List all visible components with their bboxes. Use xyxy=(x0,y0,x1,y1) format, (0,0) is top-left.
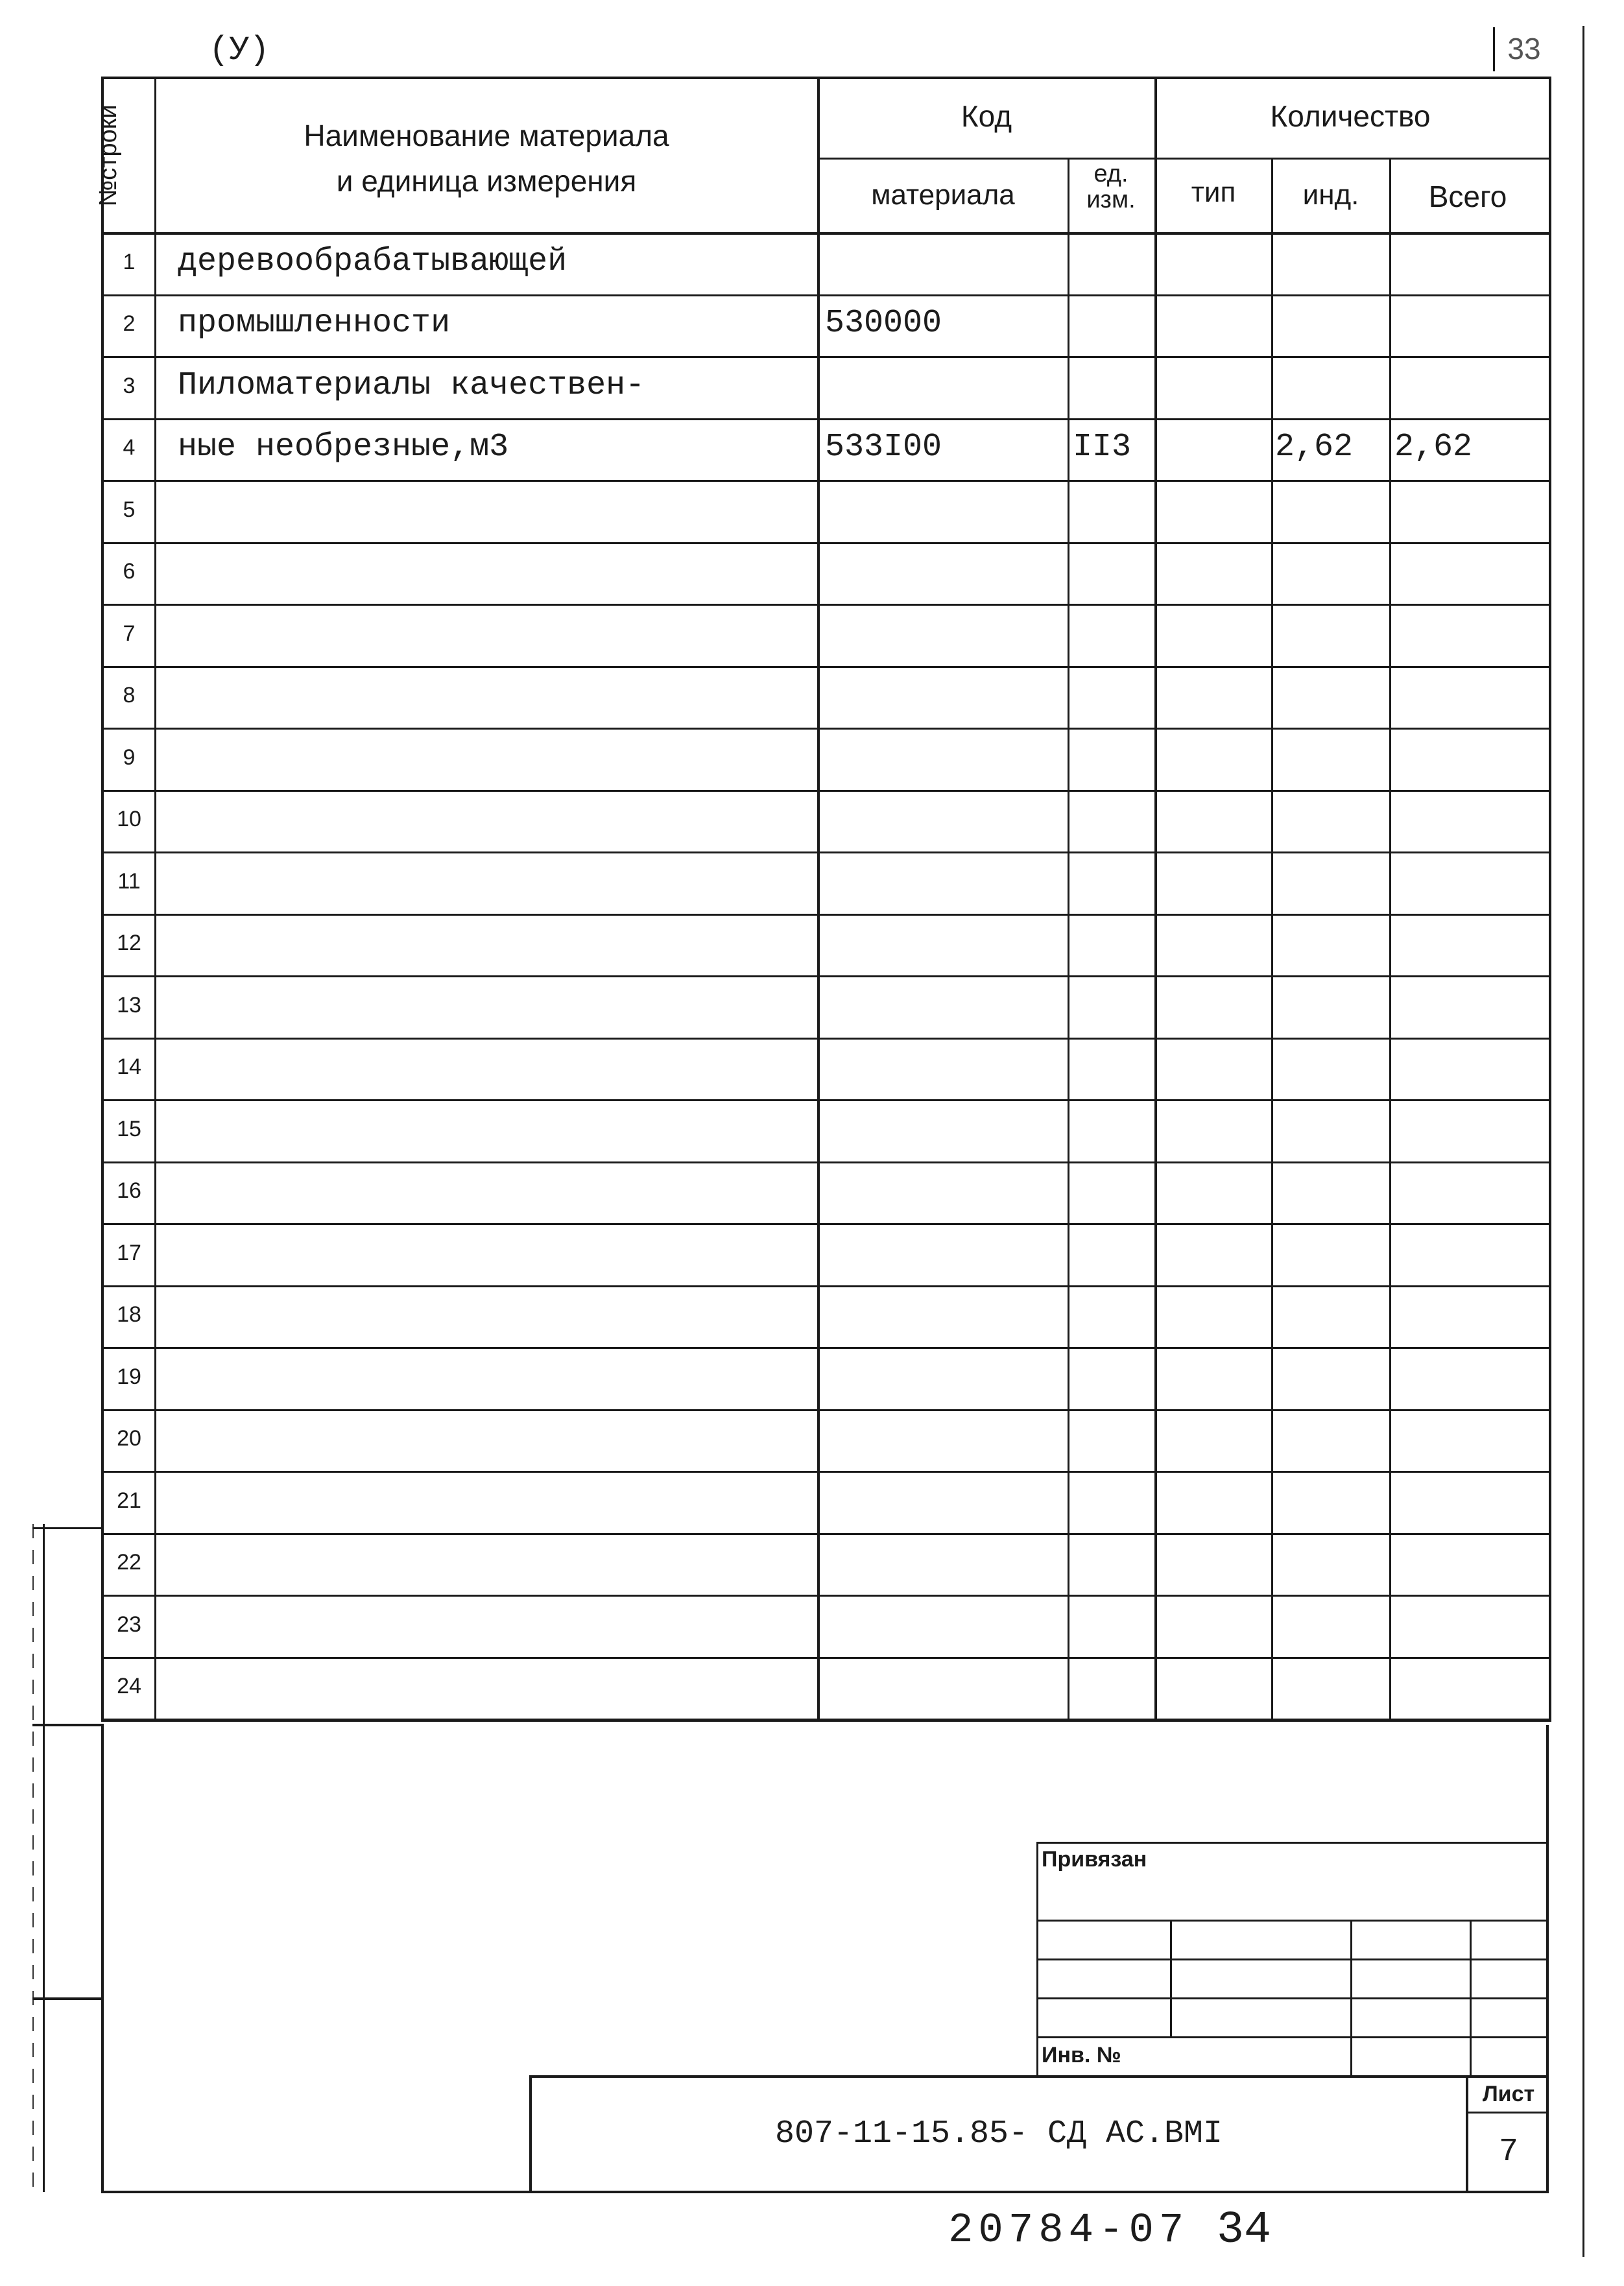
col-border-left xyxy=(101,77,104,1721)
binding-h3 xyxy=(32,1997,104,2000)
binding-h1 xyxy=(32,1527,104,1529)
table-bottom-border xyxy=(101,1719,1551,1722)
col-header-name-line1: Наименование материала xyxy=(304,119,669,152)
row-number: 20 xyxy=(117,1426,141,1451)
doc-box-top xyxy=(529,2075,1549,2078)
sheet-number: 7 xyxy=(1498,2134,1518,2171)
row-divider xyxy=(101,1471,1549,1473)
row-number: 21 xyxy=(117,1488,141,1513)
row-divider xyxy=(101,294,1549,296)
page-number: 33 xyxy=(1507,32,1541,65)
row-number: 4 xyxy=(123,435,136,460)
archive-page: 34 xyxy=(1217,2205,1272,2256)
page-number-divider xyxy=(1493,27,1495,71)
material-name: ные необрезные,м3 xyxy=(178,429,509,466)
col-header-qty-type: тип xyxy=(1191,176,1236,208)
col-header-row-no: №строки xyxy=(95,104,122,207)
row-number: 13 xyxy=(117,992,141,1018)
row-divider xyxy=(101,1285,1549,1287)
row-divider xyxy=(101,542,1549,544)
row-number: 14 xyxy=(117,1054,141,1080)
material-name: промышленности xyxy=(178,305,451,342)
frame-bottom xyxy=(101,2191,1549,2193)
row-divider xyxy=(101,1038,1549,1040)
row-number: 3 xyxy=(123,373,136,398)
unit-code: II3 xyxy=(1073,429,1132,466)
row-number: 5 xyxy=(123,497,136,522)
document-code: 807-11-15.85- СД АС.ВМI xyxy=(774,2115,1223,2152)
inv-label: Инв. № xyxy=(1042,2043,1121,2067)
row-divider xyxy=(101,1533,1549,1535)
row-number: 8 xyxy=(123,683,136,708)
stamp-row4 xyxy=(1036,2036,1549,2038)
archive-number: 20784-07 xyxy=(948,2208,1189,2254)
col-border-type xyxy=(1271,158,1273,1719)
col-header-code-material: материала xyxy=(871,179,1015,211)
col-header-qty-ind: инд. xyxy=(1302,179,1359,211)
table-header-bottom xyxy=(101,232,1551,235)
stamp-row2 xyxy=(1036,1959,1549,1960)
col-border-right xyxy=(1549,77,1551,1721)
col-header-name-line2: и единица измерения xyxy=(336,164,637,198)
col-header-qty-total: Всего xyxy=(1428,180,1507,213)
col-border-ind xyxy=(1389,158,1391,1719)
row-number: 15 xyxy=(117,1116,141,1141)
row-number: 11 xyxy=(117,868,141,894)
row-number: 7 xyxy=(123,621,136,646)
row-number: 16 xyxy=(117,1178,141,1204)
row-number: 23 xyxy=(117,1612,141,1637)
row-number: 24 xyxy=(117,1674,141,1699)
col-border-material xyxy=(1068,158,1069,1719)
sheet-box-divider xyxy=(1466,2112,1549,2113)
row-number: 2 xyxy=(123,311,136,337)
stamp-col2 xyxy=(1350,1920,1352,2075)
row-divider xyxy=(101,1161,1549,1163)
stamp-col3 xyxy=(1470,1920,1472,2075)
row-number: 12 xyxy=(117,931,141,956)
row-number: 18 xyxy=(117,1302,141,1328)
row-divider xyxy=(101,1595,1549,1597)
stamp-row3 xyxy=(1036,1997,1549,1999)
variant-mark: (У) xyxy=(209,31,270,69)
header-subdivider xyxy=(817,158,1551,160)
row-divider xyxy=(101,418,1549,420)
row-divider xyxy=(101,975,1549,977)
material-code: 530000 xyxy=(825,305,942,342)
col-header-code-unit: ед. изм. xyxy=(1086,160,1136,213)
row-number: 10 xyxy=(117,807,141,832)
row-number: 1 xyxy=(123,249,136,274)
row-divider xyxy=(101,728,1549,730)
col-header-qty-group: Количество xyxy=(1270,99,1431,133)
linked-label: Привязан xyxy=(1042,1847,1147,1872)
sheet-label: Лист xyxy=(1482,2082,1535,2106)
col-header-code-group: Код xyxy=(961,99,1012,133)
row-divider xyxy=(101,480,1549,482)
frame-left xyxy=(101,1725,104,2192)
row-number: 22 xyxy=(117,1550,141,1575)
stamp-top xyxy=(1036,1842,1549,1844)
stamp-row1 xyxy=(1036,1920,1549,1922)
row-divider xyxy=(101,1657,1549,1659)
row-number: 19 xyxy=(117,1364,141,1389)
row-divider xyxy=(101,851,1549,853)
stamp-col1 xyxy=(1170,1920,1172,2036)
row-divider xyxy=(101,604,1549,606)
right-margin-line xyxy=(1582,26,1584,2257)
material-code: 533I00 xyxy=(825,429,942,466)
material-name: Пиломатериалы качествен- xyxy=(178,366,645,404)
qty-total: 2,62 xyxy=(1394,429,1473,466)
row-divider xyxy=(101,356,1549,358)
row-divider xyxy=(101,914,1549,916)
row-divider xyxy=(101,666,1549,668)
row-number: 9 xyxy=(123,744,136,770)
row-divider xyxy=(101,1099,1549,1101)
table-top-border xyxy=(101,77,1551,79)
binding-inner-line xyxy=(43,1524,45,2192)
material-name: деревообрабатывающей xyxy=(178,243,567,280)
binding-h2 xyxy=(32,1724,104,1726)
row-number: 17 xyxy=(117,1240,141,1265)
binding-dash-line xyxy=(32,1524,34,2192)
row-divider xyxy=(101,1409,1549,1411)
row-number: 6 xyxy=(123,559,136,584)
row-divider xyxy=(101,1223,1549,1225)
row-divider xyxy=(101,1347,1549,1349)
qty-ind: 2,62 xyxy=(1275,429,1354,466)
row-divider xyxy=(101,790,1549,792)
